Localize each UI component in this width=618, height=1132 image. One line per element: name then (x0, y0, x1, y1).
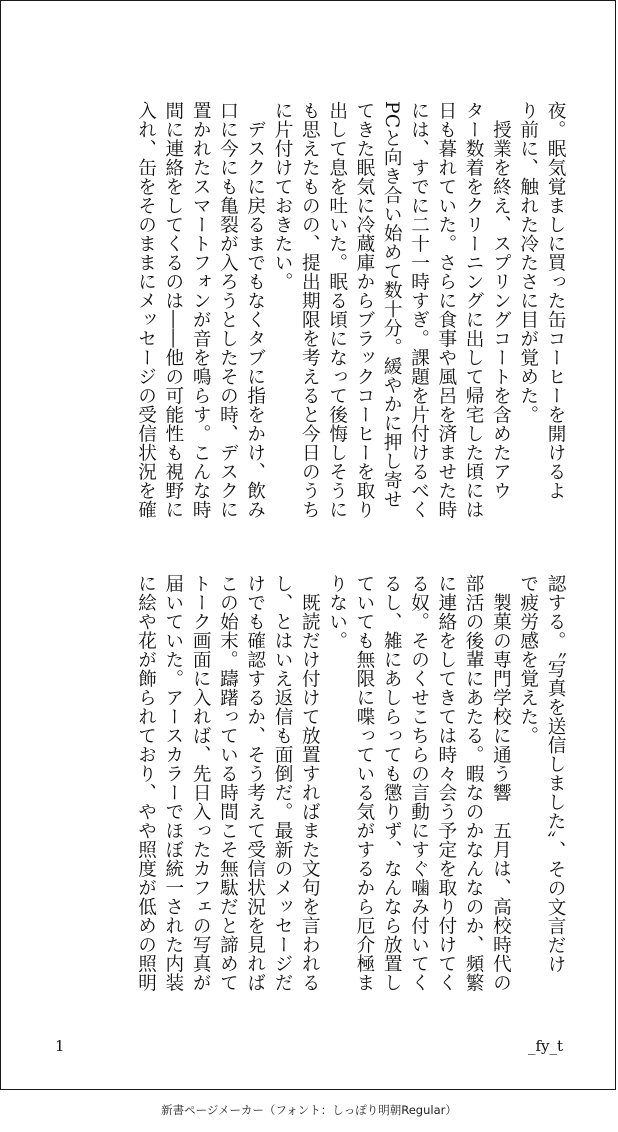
author-name: _fy_t (527, 1037, 563, 1055)
generator-credit: 新書ページメーカー（フォント：しっぽり明朝Regular） (161, 1103, 457, 1117)
text-block-lower: 認する。〝写真を送信しました〟、その文言だけ で疲労感を覚えた。 製菓の専門学校に通う響 五月は、高校時代の 部活の後輩にあたる。暇なのかなんなのか、頻繁 に連絡をしてきては時々会う予定を取り付けてく る奴。そのくせこちらの言動にすぐ噛み付いてく るし、雑にあしらっても懲りず、なんなら放置し ていても無限に喋っている気がするから厄介極ま りない。 既読だけ付けて放置すればまた文句を言われる し、とはいえ返信も面倒だ。最新のメッセージだ けでも確認するか、そう考えて受信状況を見れば この始末。躊躇っている時間こそ無駄だと諦めて トーク画面に入れば、先日入ったカフェの写真が 届いていた。アースカラーでほぼ統一された内装 に絵や花が飾られており、やや照度が低めの照明 (135, 574, 566, 992)
text-block-upper: 夜。眠気覚ましに買った缶コーヒーを開けるよ り前に、触れた冷たさに目が覚めた。 授業を終え、スプリングコートを含めたアウ ター数着をクリーニングに出して帰宅した頃には 日も暮れていた。さらに食事や風呂を済ませた時 には、すでに二十一時すぎ。課題を片付けるべく PCと向き合い始めて数十分。緩やかに押し寄せ てきた眠気に冷蔵庫からブラックコーヒーを取り 出して息を吐いた。眠る頃になって後悔しそうに も思えたものの、提出期限を考えると今日のうち に片付けておきたい。 デスクに戻るまでもなくタブに指をかけ、飲み 口に今にも亀裂が入ろうとしたその時、デスクに 置かれたスマートフォンが音を鳴らす。こんな時 間に連絡をしてくるのは――他の可能性も視野に 入れ、缶をそのままにメッセージの受信状況を確 (135, 101, 566, 519)
page-number: 1 (55, 1037, 65, 1055)
